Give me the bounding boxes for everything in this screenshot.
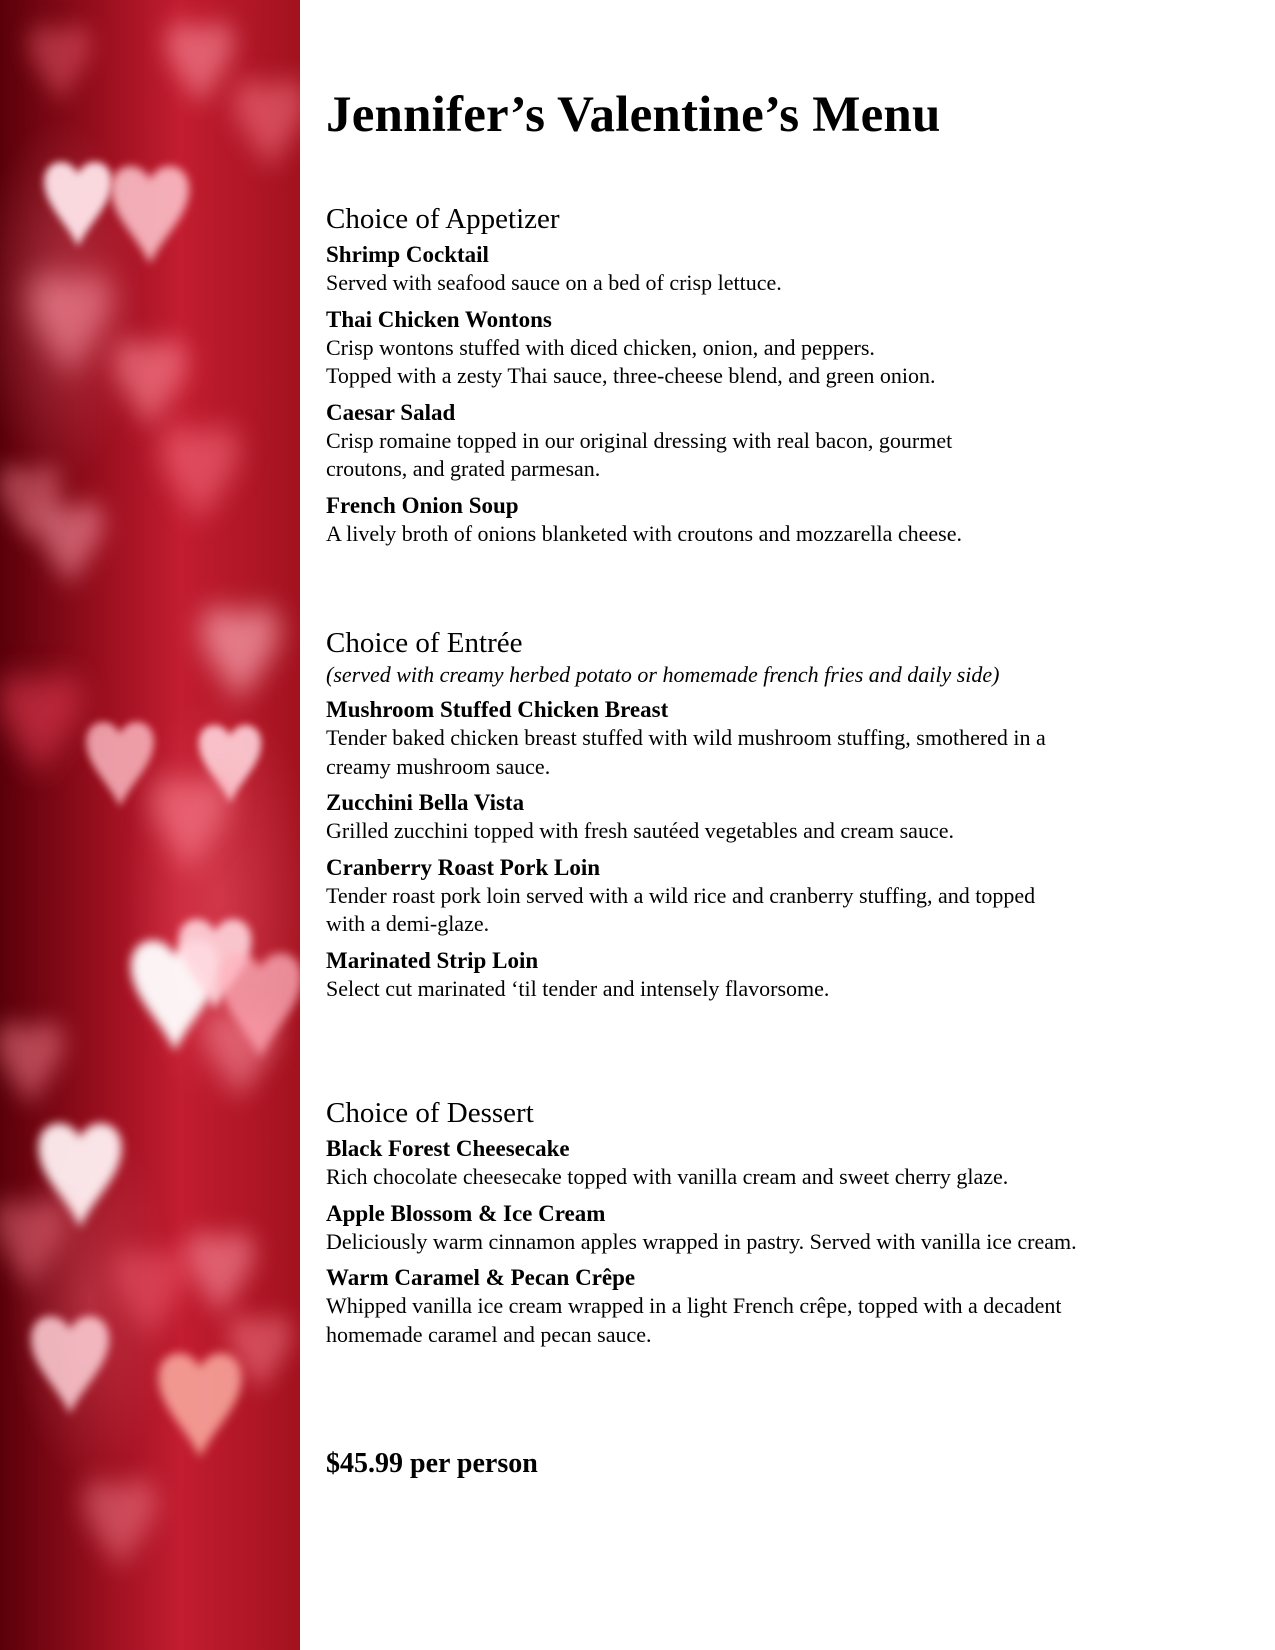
list-item xyxy=(326,1200,1146,1257)
item-description: Served with seafood sauce on a bed of crisp lettuce. xyxy=(326,270,782,295)
item-description: A lively broth of onions blanketed with croutons and mozzarella cheese. xyxy=(326,520,962,546)
heart-shape xyxy=(114,1249,187,1340)
hearts-bokeh-image xyxy=(0,0,300,1650)
item-description: Tender baked chicken breast stuffed with wild mushroom stuffing, smothered in a creamy mushroom sauce. xyxy=(326,725,1046,779)
heart-shape xyxy=(84,1479,157,1570)
heart-shape xyxy=(201,606,279,704)
item-description: Deliciously warm cinnamon apples wrapped in pastry. Served with vanilla ice cream. xyxy=(326,1228,1077,1254)
item-description: Tender roast pork loin served with a wild rice and cranberry stuffing, and topped with a demi-glaze. xyxy=(326,882,1036,936)
item-name: Marinated Strip Loin xyxy=(326,947,539,973)
price: $45.99 per person xyxy=(326,1448,538,1479)
item-description: Crisp romaine topped in our original dressing with real bacon, gourmet croutons, and grated parmesan. xyxy=(326,427,953,481)
list-item xyxy=(326,789,1146,846)
list-item xyxy=(326,399,1146,484)
heart-shape xyxy=(0,1022,64,1107)
heart-shape xyxy=(234,79,300,170)
list-item xyxy=(326,241,1146,298)
list-item xyxy=(326,854,1146,939)
list-item xyxy=(326,696,1146,781)
heart-shape xyxy=(44,162,112,247)
hearts-pattern xyxy=(0,0,300,1650)
list-item xyxy=(326,1135,1146,1192)
heart-shape xyxy=(28,273,111,377)
section-heading: Choice of Dessert xyxy=(326,1097,534,1129)
section-appetizer xyxy=(326,202,1146,556)
item-name: Warm Caramel & Pecan Crêpe xyxy=(326,1265,636,1290)
heart-shape xyxy=(0,673,82,777)
item-name: Cranberry Roast Pork Loin xyxy=(326,854,601,880)
heart-shape xyxy=(31,1316,109,1414)
item-description: Grilled zucchini topped with fresh sautéed vegetables and cream sauce. xyxy=(326,818,954,843)
heart-shape xyxy=(86,722,154,807)
list-item xyxy=(326,492,1146,549)
item-description: Whipped vanilla ice cream wrapped in a light French crêpe, topped with a decadent homemade caramel and pecan sauce. xyxy=(326,1293,1062,1347)
heart-shape xyxy=(114,339,187,430)
item-description: Rich chocolate cheesecake topped with vanilla cream and sweet cherry glaze. xyxy=(326,1164,1009,1189)
heart-shape xyxy=(166,22,234,107)
item-name: French Onion Soup xyxy=(326,492,519,518)
list-item xyxy=(326,947,1146,1004)
item-name: Mushroom Stuffed Chicken Breast xyxy=(326,697,669,722)
item-name: Thai Chicken Wontons xyxy=(326,306,552,332)
list-item xyxy=(326,306,1146,391)
item-name: Black Forest Cheesecake xyxy=(326,1136,570,1161)
section-entree xyxy=(326,626,1146,1011)
heart-shape xyxy=(111,166,189,264)
heart-shape xyxy=(204,1009,277,1100)
heart-shape xyxy=(0,1199,66,1290)
section-dessert xyxy=(326,1096,1146,1357)
heart-shape xyxy=(186,1232,254,1317)
section-heading: Choice of Appetizer xyxy=(326,203,560,235)
section-heading: Choice of Entrée xyxy=(326,627,523,659)
item-name: Caesar Salad xyxy=(326,399,456,425)
item-description: Select cut marinated ‘til tender and intensely flavorsome. xyxy=(326,975,830,1001)
item-name: Shrimp Cocktail xyxy=(326,242,489,267)
section-note: (served with creamy herbed potato or homemade french fries and daily side) xyxy=(326,662,1000,687)
heart-shape xyxy=(151,776,229,874)
heart-shape xyxy=(158,1353,241,1457)
item-name: Apple Blossom & Ice Cream xyxy=(326,1200,606,1226)
item-name: Zucchini Bella Vista xyxy=(326,790,525,815)
heart-shape xyxy=(36,502,104,587)
item-description: Crisp wontons stuffed with diced chicken, onion, and peppers. Topped with a zesty Thai sauce, three-cheese blend, and green onion. xyxy=(326,334,936,388)
heart-shape xyxy=(161,426,239,524)
page-title: Jennifer’s Valentine’s Menu xyxy=(326,87,941,143)
heart-shape xyxy=(29,25,91,103)
list-item xyxy=(326,1264,1146,1349)
